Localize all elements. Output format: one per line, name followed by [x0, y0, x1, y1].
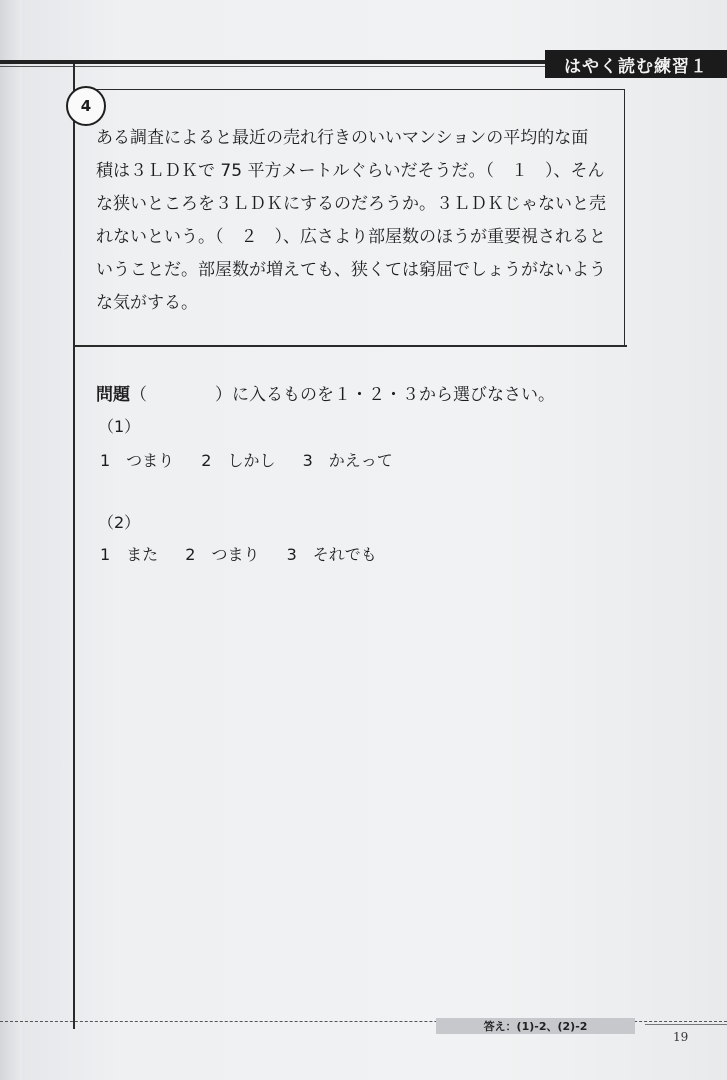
passage-line: な狭いところを３ＬＤＫにするのだろうか。３ＬＤＫじゃないと売 — [96, 194, 606, 214]
choice-list — [100, 448, 415, 471]
choice-option: 2 しかし — [201, 451, 276, 470]
passage-line: れないという。（ ２ ）、広さより部屋数のほうが重要視されると — [96, 227, 606, 247]
header-rule-thin — [0, 66, 545, 67]
passage-line: ある調査によると最近の売れ行きのいいマンションの平均的な面 — [96, 128, 589, 148]
choice-option: 1 また — [100, 545, 159, 564]
section-title: はやく読む練習１ — [545, 50, 727, 78]
answer-key: 答え：(1)-2、(2)-2 — [436, 1018, 635, 1034]
choice-option: 2 つまり — [185, 545, 260, 564]
passage-line: 積は３ＬＤＫで 75 平方メートルぐらいだそうだ。（ １ ）、そん — [96, 161, 605, 181]
exercise-number — [66, 86, 106, 126]
choice-option: 3 それでも — [286, 545, 377, 564]
question-text: （ ）に入るものを１・２・３から選びなさい。 — [130, 385, 555, 405]
item-label: （2） — [98, 513, 141, 532]
choice-option: 1 つまり — [100, 451, 175, 470]
margin-rule — [73, 64, 75, 1029]
page-number-rule — [645, 1024, 727, 1025]
question-prompt — [96, 380, 555, 405]
binding-shadow — [0, 0, 22, 1080]
passage-line: な気がする。 — [96, 293, 198, 313]
exercise-number-text: 4 — [80, 97, 92, 115]
page-number: 19 — [673, 1030, 689, 1044]
choice-option: 3 かえって — [302, 451, 393, 470]
passage-line: いうことだ。部屋数が増えても、狭くては窮屈でしょうがないよう — [96, 260, 606, 280]
question-label: 問題 — [96, 385, 130, 405]
passage-text — [96, 122, 611, 320]
passage-box-bottom — [75, 345, 627, 347]
choice-list — [100, 542, 399, 565]
item-label: （1） — [98, 417, 141, 436]
header-rule — [0, 60, 545, 64]
